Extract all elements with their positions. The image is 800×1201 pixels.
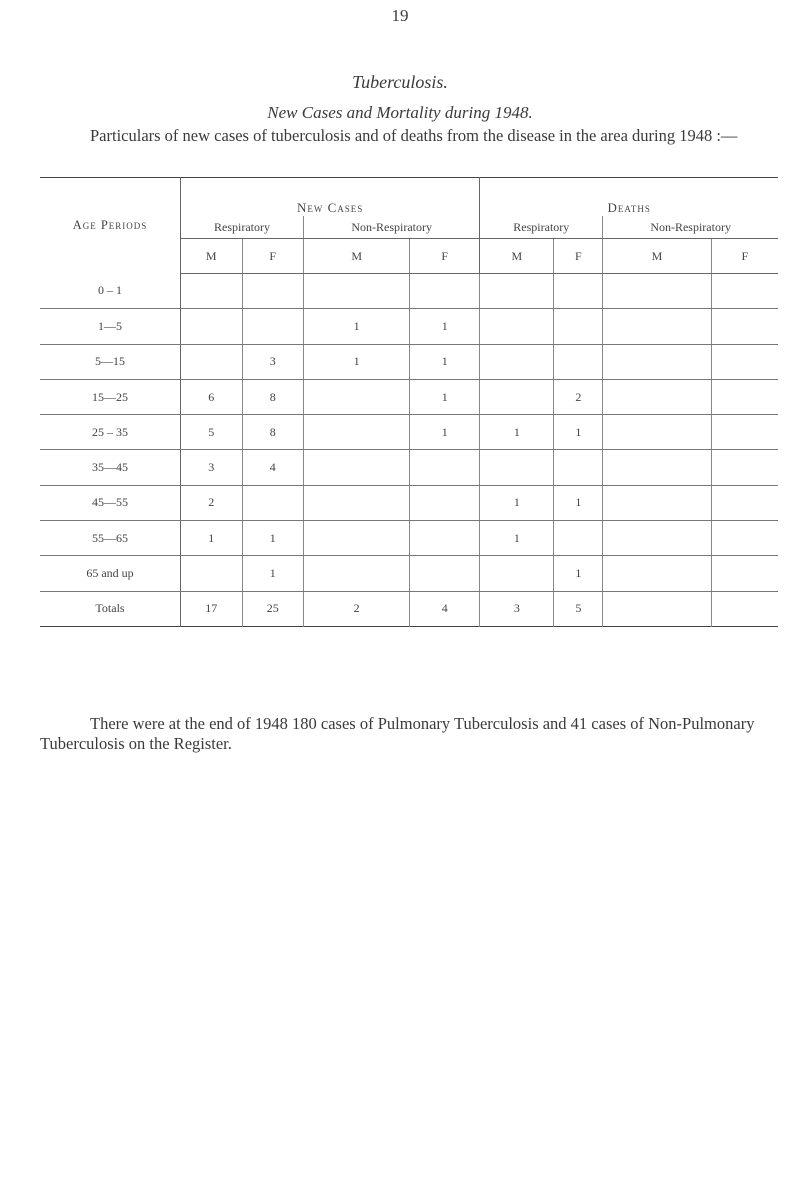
intro-paragraph: Particulars of new cases of tuberculosis and of deaths from the disease in the area during 1948 :— <box>90 126 738 145</box>
age-cell: 15—25 <box>40 379 181 414</box>
value-cell <box>181 309 243 344</box>
value-cell <box>181 274 243 309</box>
value-cell <box>410 274 480 309</box>
value-cell: 4 <box>242 450 304 485</box>
value-cell <box>304 415 410 450</box>
value-cell: 1 <box>554 485 603 520</box>
value-cell <box>554 274 603 309</box>
value-cell: 3 <box>181 450 243 485</box>
value-cell <box>181 556 243 591</box>
value-cell: 1 <box>554 415 603 450</box>
table-row <box>40 415 778 450</box>
new-cases-header: New Cases <box>181 178 480 217</box>
value-cell <box>554 521 603 556</box>
value-cell: 1 <box>480 485 554 520</box>
table-row <box>40 379 778 414</box>
sex-header: M <box>304 239 410 274</box>
value-cell <box>711 344 778 379</box>
value-cell <box>410 450 480 485</box>
value-cell: 1 <box>410 309 480 344</box>
value-cell <box>304 485 410 520</box>
value-cell: 2 <box>554 379 603 414</box>
age-cell: 1—5 <box>40 309 181 344</box>
value-cell: 3 <box>480 591 554 626</box>
value-cell <box>480 556 554 591</box>
age-cell: 25 – 35 <box>40 415 181 450</box>
value-cell: 1 <box>304 344 410 379</box>
value-cell <box>711 450 778 485</box>
table-row <box>40 485 778 520</box>
table-row <box>40 344 778 379</box>
value-cell <box>480 344 554 379</box>
value-cell <box>181 344 243 379</box>
value-cell <box>554 309 603 344</box>
age-cell: 5—15 <box>40 344 181 379</box>
value-cell: 25 <box>242 591 304 626</box>
value-cell <box>603 379 711 414</box>
age-cell: 0 – 1 <box>40 274 181 309</box>
value-cell: 3 <box>242 344 304 379</box>
table-body <box>40 274 778 627</box>
value-cell: 1 <box>242 556 304 591</box>
age-periods-header: Age Periods <box>40 178 181 274</box>
value-cell <box>304 274 410 309</box>
sex-header: F <box>711 239 778 274</box>
deaths-respiratory-header: Respiratory <box>480 216 603 239</box>
value-cell <box>711 521 778 556</box>
value-cell: 4 <box>410 591 480 626</box>
new-cases-respiratory-header: Respiratory <box>181 216 304 239</box>
table-row <box>40 521 778 556</box>
value-cell <box>304 521 410 556</box>
value-cell <box>304 450 410 485</box>
value-cell <box>242 485 304 520</box>
value-cell <box>711 379 778 414</box>
table-row <box>40 274 778 309</box>
value-cell: 1 <box>242 521 304 556</box>
sex-header: F <box>554 239 603 274</box>
section-title: Tuberculosis. <box>352 72 448 92</box>
value-cell <box>242 309 304 344</box>
value-cell <box>603 521 711 556</box>
value-cell <box>603 556 711 591</box>
value-cell <box>554 450 603 485</box>
table-row <box>40 450 778 485</box>
value-cell: 5 <box>181 415 243 450</box>
value-cell: 1 <box>181 521 243 556</box>
totals-row <box>40 591 778 626</box>
value-cell: 17 <box>181 591 243 626</box>
value-cell <box>711 309 778 344</box>
value-cell <box>711 415 778 450</box>
age-cell: 65 and up <box>40 556 181 591</box>
value-cell: 1 <box>410 415 480 450</box>
value-cell <box>554 344 603 379</box>
sex-header: M <box>603 239 711 274</box>
value-cell: 1 <box>410 379 480 414</box>
tuberculosis-table <box>40 177 778 627</box>
age-cell: 45—55 <box>40 485 181 520</box>
value-cell <box>603 309 711 344</box>
value-cell <box>304 556 410 591</box>
sex-header: M <box>181 239 243 274</box>
value-cell: 8 <box>242 379 304 414</box>
sex-header: M <box>480 239 554 274</box>
value-cell <box>603 274 711 309</box>
value-cell <box>711 274 778 309</box>
value-cell <box>242 274 304 309</box>
value-cell <box>410 521 480 556</box>
value-cell: 1 <box>554 556 603 591</box>
value-cell <box>603 485 711 520</box>
value-cell: 5 <box>554 591 603 626</box>
value-cell <box>480 379 554 414</box>
value-cell <box>410 485 480 520</box>
register-note: There were at the end of 1948 180 cases of Pulmonary Tuberculosis and 41 cases of Non-Pulmonary Tuberculosis on the Register. <box>40 714 755 753</box>
deaths-non-respiratory-header: Non-Respiratory <box>603 216 778 239</box>
value-cell <box>603 415 711 450</box>
value-cell <box>304 379 410 414</box>
value-cell: 8 <box>242 415 304 450</box>
value-cell <box>711 485 778 520</box>
value-cell: 6 <box>181 379 243 414</box>
value-cell: 2 <box>181 485 243 520</box>
value-cell <box>410 556 480 591</box>
value-cell <box>603 450 711 485</box>
value-cell <box>480 309 554 344</box>
table-row <box>40 556 778 591</box>
value-cell: 1 <box>304 309 410 344</box>
value-cell: 1 <box>410 344 480 379</box>
age-cell: 35—45 <box>40 450 181 485</box>
sex-header: F <box>242 239 304 274</box>
age-cell: Totals <box>40 591 181 626</box>
page-number: 19 <box>391 6 409 25</box>
value-cell: 1 <box>480 415 554 450</box>
value-cell: 2 <box>304 591 410 626</box>
sex-header: F <box>410 239 480 274</box>
age-cell: 55—65 <box>40 521 181 556</box>
value-cell <box>711 591 778 626</box>
value-cell: 1 <box>480 521 554 556</box>
section-subtitle: New Cases and Mortality during 1948. <box>267 103 533 122</box>
value-cell <box>603 591 711 626</box>
value-cell <box>480 450 554 485</box>
value-cell <box>480 274 554 309</box>
new-cases-non-respiratory-header: Non-Respiratory <box>304 216 480 239</box>
table-row <box>40 309 778 344</box>
deaths-header: Deaths <box>607 200 651 215</box>
value-cell <box>603 344 711 379</box>
value-cell <box>711 556 778 591</box>
